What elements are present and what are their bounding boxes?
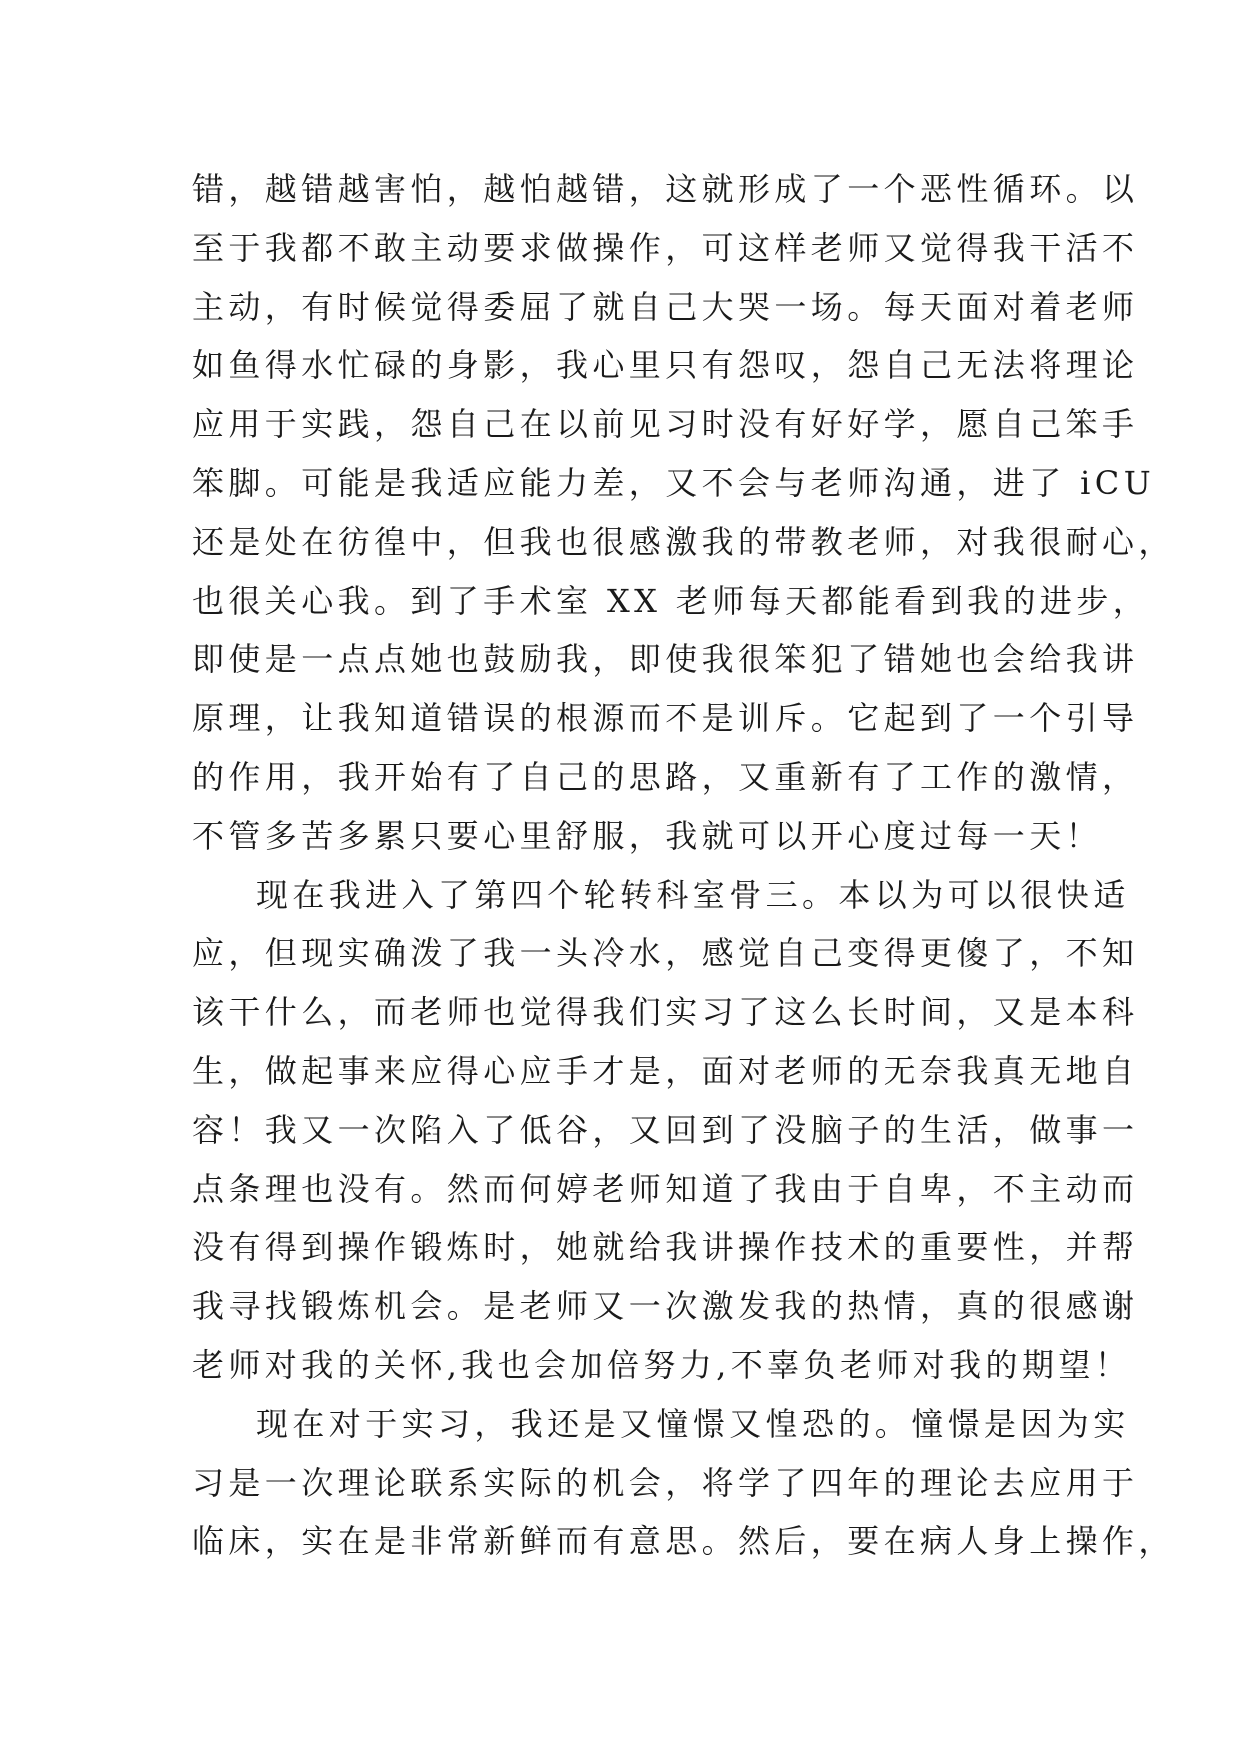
text-line: 习是一次理论联系实际的机会，将学了四年的理论去应用于 (192, 1463, 1139, 1502)
text-line: 应用于实践，怨自己在以前见习时没有好好学，愿自己笨手 (192, 405, 1139, 444)
text-line: 容！我又一次陷入了低谷，又回到了没脑子的生活，做事一 (192, 1110, 1139, 1149)
text-line: 错，越错越害怕，越怕越错，这就形成了一个恶性循环。以 (192, 170, 1139, 208)
text-line: 临床，实在是非常新鲜而有意思。然后，要在病人身上操作， (192, 1522, 1175, 1561)
body-text (192, 160, 1175, 1571)
text-line: 如鱼得水忙碌的身影，我心里只有怨叹，怨自己无法将理论 (192, 346, 1139, 385)
text-line: 原理，让我知道错误的根源而不是训斥。它起到了一个引导 (192, 699, 1139, 738)
text-line: 笨脚。可能是我适应能力差，又不会与老师沟通，进了 iCU (192, 463, 1156, 502)
text-line: 即使是一点点她也鼓励我，即使我很笨犯了错她也会给我讲 (192, 640, 1139, 679)
text-line: 应，但现实确泼了我一头冷水，感觉自己变得更傻了，不知 (192, 934, 1139, 973)
text-line: 生，做起事来应得心应手才是，面对老师的无奈我真无地自 (192, 1051, 1139, 1090)
text-line: 还是处在彷徨中，但我也很感激我的带教老师，对我很耐心， (192, 522, 1175, 561)
text-line: 不管多苦多累只要心里舒服，我就可以开心度过每一天！ (192, 816, 1103, 855)
text-line: 我寻找锻炼机会。是老师又一次激发我的热情，真的很感谢 (192, 1287, 1139, 1326)
text-line: 该干什么，而老师也觉得我们实习了这么长时间，又是本科 (192, 993, 1139, 1032)
text-line: 主动，有时候觉得委屈了就自己大哭一场。每天面对着老师 (192, 287, 1139, 326)
text-line: 老师对我的关怀,我也会加倍努力,不辜负老师对我的期望！ (192, 1345, 1132, 1384)
text-line: 点条理也没有。然而何婷老师知道了我由于自卑，不主动而 (192, 1169, 1139, 1208)
text-line: 至于我都不敢主动要求做操作，可这样老师又觉得我干活不 (192, 228, 1139, 267)
paragraph-first-line: 现在我进入了第四个轮转科室骨三。本以为可以很快适 (256, 875, 1130, 914)
paragraph-first-line: 现在对于实习，我还是又憧憬又惶恐的。憧憬是因为实 (256, 1404, 1130, 1443)
text-line: 没有得到操作锻炼时，她就给我讲操作技术的重要性，并帮 (192, 1228, 1139, 1267)
text-line: 也很关心我。到了手术室 XX 老师每天都能看到我的进步， (192, 581, 1150, 620)
text-line: 的作用，我开始有了自己的思路，又重新有了工作的激情， (192, 757, 1139, 796)
